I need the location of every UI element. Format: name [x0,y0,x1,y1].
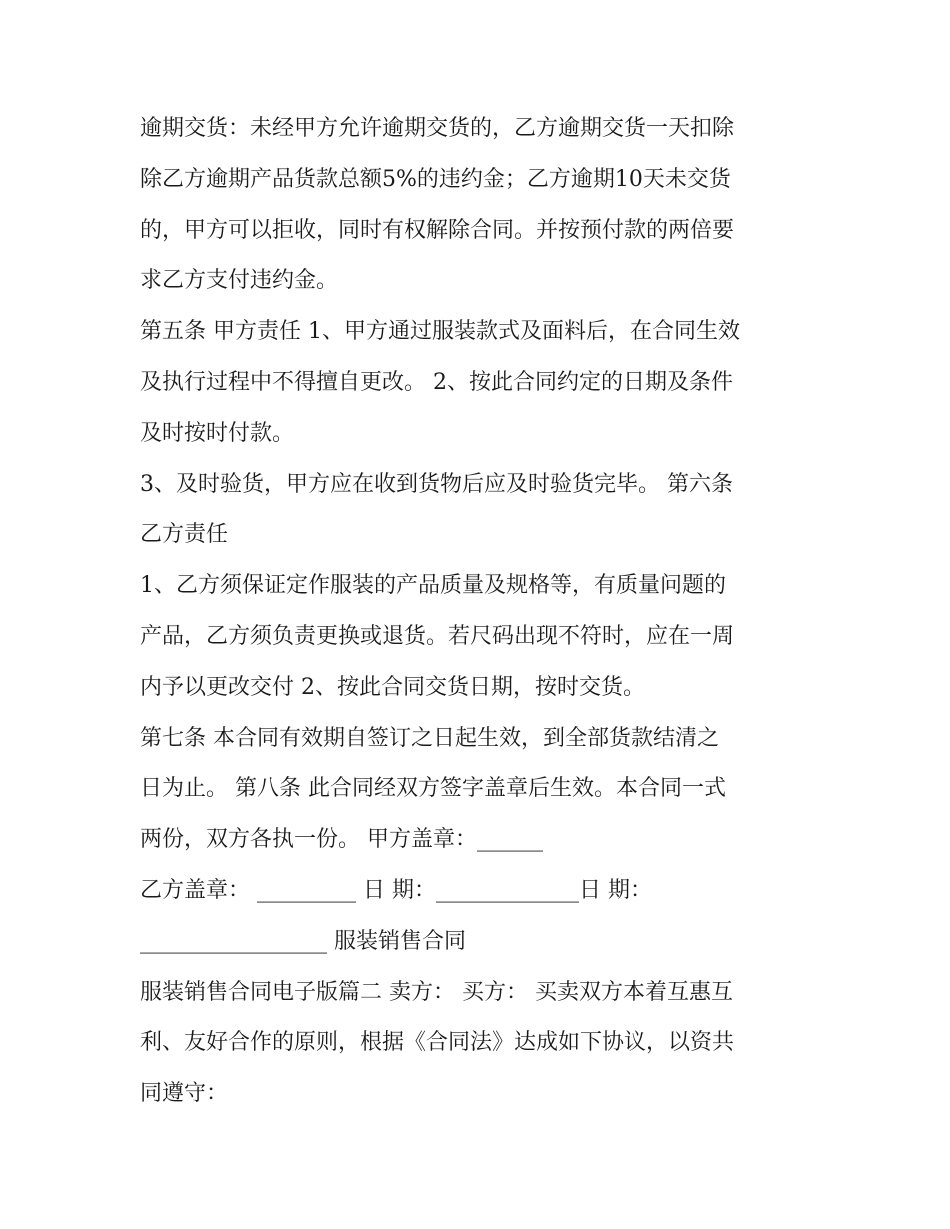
text-line: 3、及时验货，甲方应在收到货物后应及时验货完毕。 第六条 [140,471,733,497]
text-line: 产品，乙方须负责更换或退货。若尺码出现不符时，应在一周 [140,623,735,649]
text-line: 服装销售合同电子版篇二 卖方： 买方： 买卖双方本着互惠互 [140,979,733,1005]
text-line: 内予以更改交付 2、按此合同交货日期，按时交货。 [140,674,645,700]
text-line: 两份，双方各执一份。 甲方盖章：______ [140,827,543,853]
text-line: 第七条 本合同有效期自签订之日起生效，到全部货款结清之 [140,725,719,751]
text-line: 同遵守： [140,1081,229,1107]
text-line: 除乙方逾期产品货款总额5%的违约金；乙方逾期10天未交货 [140,166,731,192]
text-line: 逾期交货：未经甲方允许逾期交货的，乙方逾期交货一天扣除 [140,116,735,141]
text-line: 日为止。 第八条 此合同经双方签字盖章后生效。本合同一式 [140,776,726,802]
text-line: _________________ 服装销售合同 [140,928,466,954]
text-line: 乙方盖章： _________ 日 期：_____________日 期： [140,877,652,903]
text-line: 的，甲方可以拒收，同时有权解除合同。并按预付款的两倍要 [140,217,735,243]
text-line: 求乙方支付违约金。 [140,268,339,294]
text-line: 及执行过程中不得擅自更改。 2、按此合同约定的日期及条件 [140,369,733,395]
text-line: 1、乙方须保证定作服装的产品质量及规格等，有质量问题的 [140,573,726,599]
text-line: 及时按时付款。 [140,420,295,446]
text-line: 利、友好合作的原则，根据《合同法》达成如下协议，以资共 [140,1030,735,1056]
text-line: 第五条 甲方责任 1、甲方通过服装款式及面料后，在合同生效 [140,319,740,345]
contract-text [140,104,820,1120]
text-line: 乙方责任 [140,522,229,548]
